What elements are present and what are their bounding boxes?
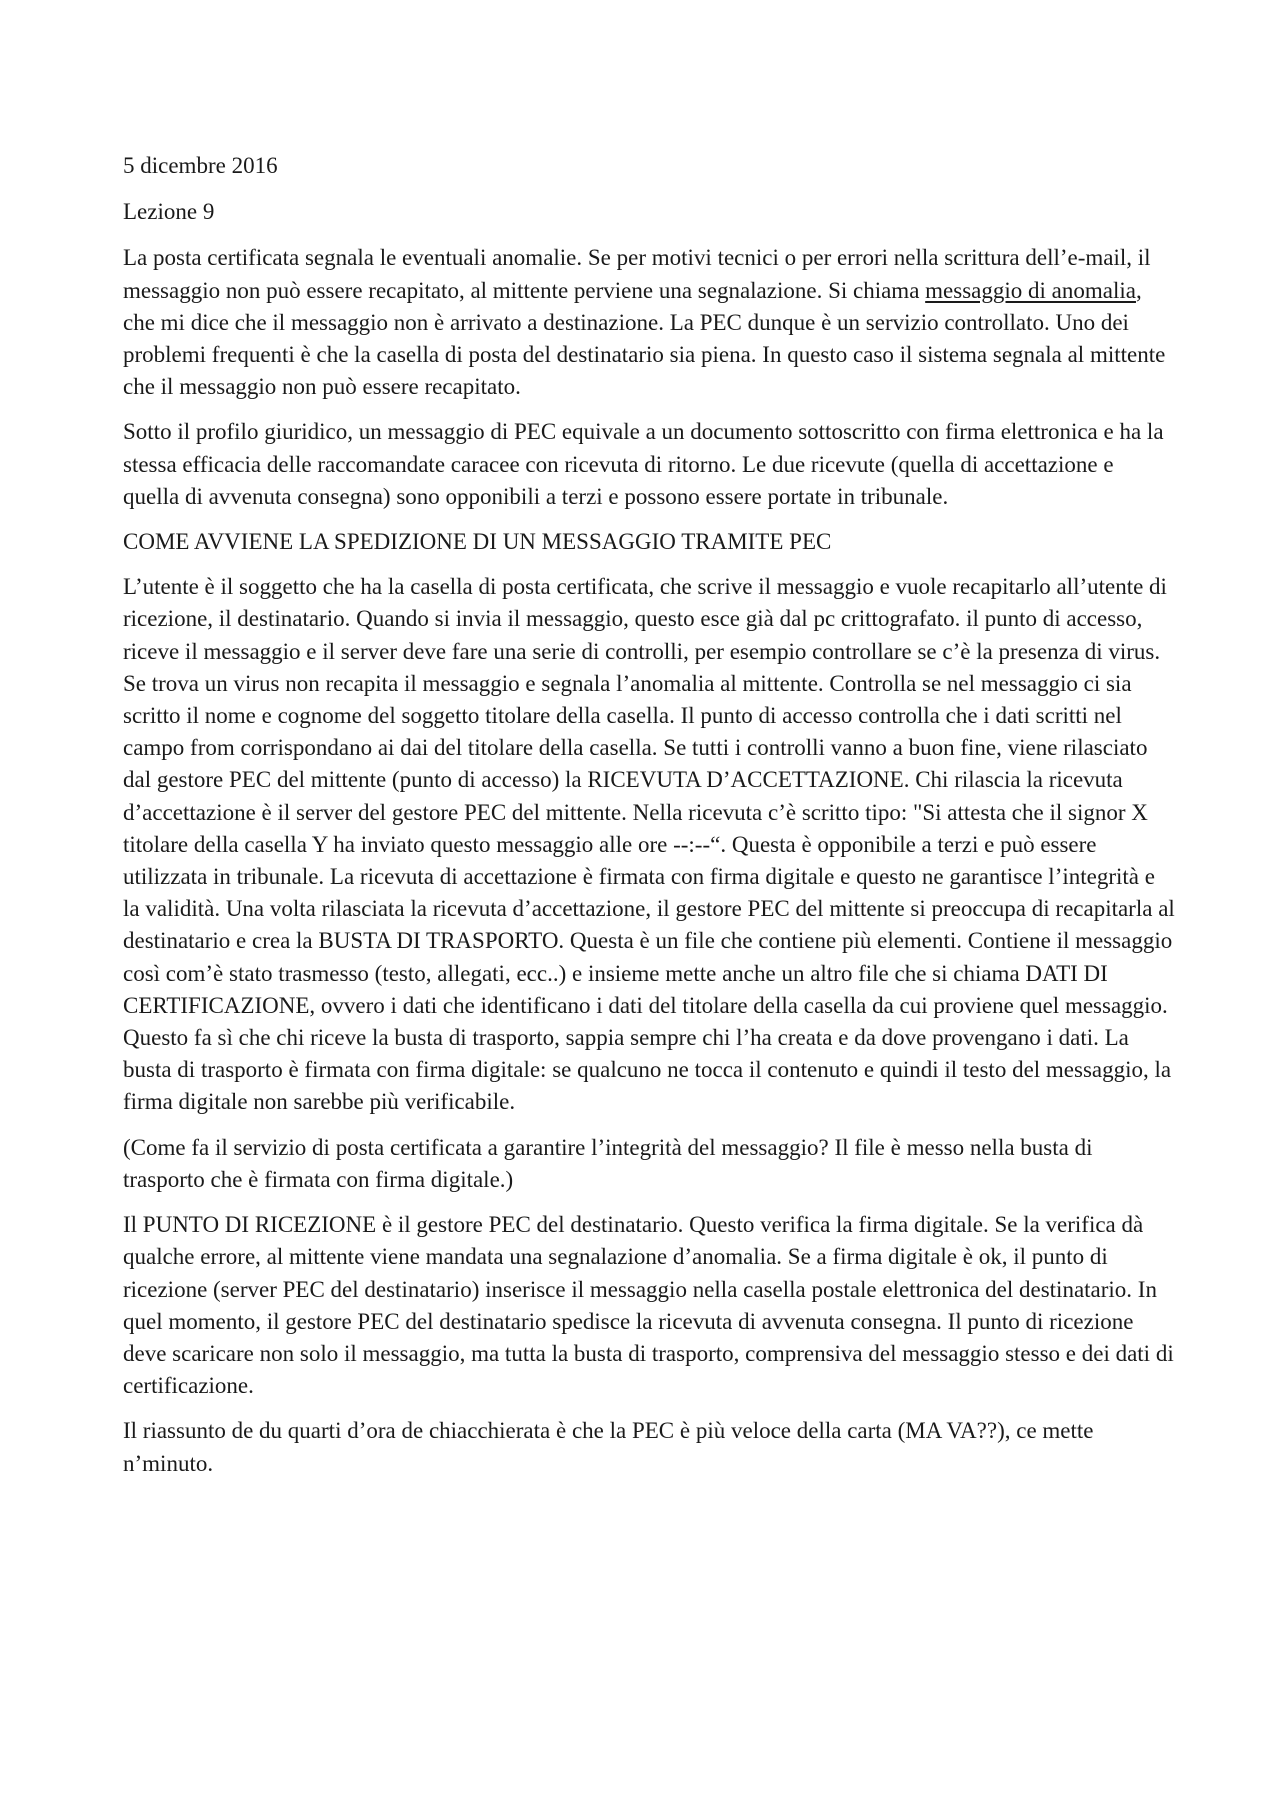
paragraph-anomalie bbox=[123, 242, 1175, 403]
underlined-term: messaggio di anomalia bbox=[925, 277, 1136, 303]
paragraph-riassunto: Il riassunto de du quarti d’ora de chiacchierata è che la PEC è più veloce della carta (MA VA??), ce mette n’minuto. bbox=[123, 1418, 1094, 1476]
section-heading: COME AVVIENE LA SPEDIZIONE DI UN MESSAGGIO TRAMITE PEC bbox=[123, 529, 832, 555]
paragraph-integrita: (Come fa il servizio di posta certificata a garantire l’integrità del messaggio? Il file è messo nella busta di trasporto che è firmata con firma digitale.) bbox=[123, 1134, 1093, 1192]
paragraph-spedizione: L’utente è il soggetto che ha la casella di posta certificata, che scrive il messaggio e vuole recapitarlo all’utente di ricezione, il destinatario. Quando si invia il messaggio, questo esce già dal pc crittografato. il punto di accesso, riceve il messaggio e il server deve fare una serie di controlli, per esempio controllare se c’è la presenza di virus. Se trova un virus non recapita il messaggio e segnala l’anomalia al mittente. Controlla se nel messaggio ci sia scritto il nome e cognome del soggetto titolare della casella. Il punto di accesso controlla che i dati scritti nel campo from corrispondano ai dai del titolare della casella. Se tutti i controlli vanno a buon fine, viene rilasciato dal gestore PEC del mittente (punto di accesso) la RICEVUTA D’ACCETTAZIONE. Chi rilascia la ricevuta d’accettazione è il server del gestore PEC del mittente. Nella ricevuta c’è scritto tipo: "Si attesta che il signor X titolare della casella Y ha inviato questo messaggio alle ore --:--“. Questa è opponibile a terzi e può essere utilizzata in tribunale. La ricevuta di accettazione è firmata con firma digitale e questo ne garantisce l’integrità e la validità. Una volta rilasciata la ricevuta d’accettazione, il gestore PEC del mittente si preoccupa di recapitarla al destinatario e crea la BUSTA DI TRASPORTO. Questa è un file che contiene più elementi. Contiene il messaggio così com’è stato trasmesso (testo, allegati, ecc..) e insieme mette anche un altro file che si chiama DATI DI CERTIFICAZIONE, ovvero i dati che identificano i dati del titolare della casella da cui proviene quel messaggio. Questo fa sì che chi riceve la busta di trasporto, sappia sempre chi l’ha creata e da dove provengano i dati. La busta di trasporto è firmata con firma digitale: se qualcuno ne tocca il contenuto e quindi il testo del messaggio, la firma digitale non sarebbe più verificabile. bbox=[123, 574, 1175, 1115]
paragraph-profilo-giuridico: Sotto il profilo giuridico, un messaggio di PEC equivale a un documento sottoscritto con firma elettronica e ha la stessa efficacia delle raccomandate caracee con ricevuta di ritorno. Le due ricevute (quella di accettazione e quella di avvenuta consegna) sono opponibili a terzi e possono essere portate in tribunale. bbox=[123, 419, 1164, 509]
paragraph-anomalie-text-1: La posta certificata segnala le eventuali anomalie. Se per motivi tecnici o per errori nella scrittura dell’e-mail, il messaggio non può essere recapitato, al mittente perviene una segnalazione. Si chiama bbox=[123, 245, 1151, 303]
document-date: 5 dicembre 2016 bbox=[123, 153, 278, 178]
paragraph-anomalie-text-2: , che mi dice che il messaggio non è arrivato a destinazione. La PEC dunque è un servizio controllato. Uno dei problemi frequenti è che la casella di posta del destinatario sia piena. In questo caso il sistema segnala al mittente che il messaggio non può essere recapitato. bbox=[123, 277, 1166, 400]
document-body bbox=[123, 150, 1175, 1493]
paragraph-punto-ricezione: Il PUNTO DI RICEZIONE è il gestore PEC del destinatario. Questo verifica la firma digitale. Se la verifica dà qualche errore, al mittente viene mandata una segnalazione d’anomalia. Se a firma digitale è ok, il punto di ricezione (server PEC del destinatario) inserisce il messaggio nella casella postale elettronica del destinatario. In quel momento, il gestore PEC del destinatario spedisce la ricevuta di avvenuta consegna. Il punto di ricezione deve scaricare non solo il messaggio, ma tutta la busta di trasporto, comprensiva del messaggio stesso e dei dati di certificazione. bbox=[123, 1212, 1174, 1399]
lesson-title: Lezione 9 bbox=[123, 199, 215, 225]
